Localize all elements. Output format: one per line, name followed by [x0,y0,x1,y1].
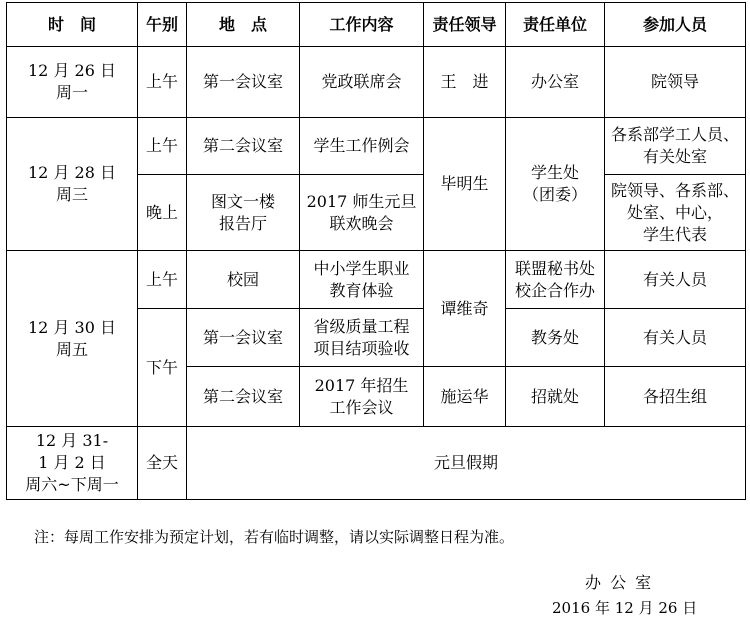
place-cell: 第二会议室 [187,367,300,427]
date-cell: 12 月 28 日 周三 [7,118,138,251]
period-cell: 上午 [138,118,187,175]
participants-cell: 有关人员 [605,251,746,309]
unit-cell: 联盟秘书处 校企合作办 [506,251,605,309]
participants-cell: 各系部学工人员、 有关处室 [605,118,746,175]
table-row [7,251,746,309]
content-cell: 省级质量工程 项目结项验收 [300,309,424,367]
header-place: 地 点 [187,3,300,47]
issue-date: 2016 年 12 月 26 日 [552,599,698,617]
unit-cell: 学生处 （团委） [506,118,605,251]
period-cell: 上午 [138,251,187,309]
table-row [7,427,746,500]
header-row [7,3,746,47]
content-cell: 2017 年招生 工作会议 [300,367,424,427]
header-leader: 责任领导 [424,3,506,47]
header-participants: 参加人员 [605,3,746,47]
unit-cell: 招就处 [506,367,605,427]
footnote: 注：每周工作安排为预定计划，若有临时调整，请以实际调整日程为准。 [34,528,515,546]
participants-cell: 有关人员 [605,309,746,367]
period-cell: 上午 [138,47,187,118]
place-cell: 图文一楼 报告厅 [187,175,300,251]
unit-cell: 教务处 [506,309,605,367]
period-cell: 下午 [138,309,187,427]
place-cell: 第一会议室 [187,47,300,118]
holiday-cell: 元旦假期 [187,427,746,500]
unit-cell: 办公室 [506,47,605,118]
content-cell: 党政联席会 [300,47,424,118]
place-cell: 校园 [187,251,300,309]
table-row [7,118,746,175]
content-cell: 中小学生职业 教育体验 [300,251,424,309]
period-cell: 晚上 [138,175,187,251]
date-cell: 12 月 30 日 周五 [7,251,138,427]
content-cell: 2017 师生元旦 联欢晚会 [300,175,424,251]
leader-cell: 施运华 [424,367,506,427]
content-cell: 学生工作例会 [300,118,424,175]
header-period: 午别 [138,3,187,47]
date-cell: 12 月 26 日 周一 [7,47,138,118]
participants-cell: 院领导 [605,47,746,118]
leader-cell: 谭维奇 [424,251,506,367]
header-content: 工作内容 [300,3,424,47]
participants-cell: 各招生组 [605,367,746,427]
header-time: 时 间 [7,3,138,47]
place-cell: 第一会议室 [187,309,300,367]
participants-cell: 院领导、各系部、 处室、中心， 学生代表 [605,175,746,251]
place-cell: 第二会议室 [187,118,300,175]
leader-cell: 毕明生 [424,118,506,251]
issuer-signature: 办 公 室 [585,573,654,592]
leader-cell: 王 进 [424,47,506,118]
table-row [7,47,746,118]
date-cell: 12 月 31- 1 月 2 日 周六~下周一 [7,427,138,500]
header-unit: 责任单位 [506,3,605,47]
schedule-table [6,2,746,500]
period-cell: 全天 [138,427,187,500]
